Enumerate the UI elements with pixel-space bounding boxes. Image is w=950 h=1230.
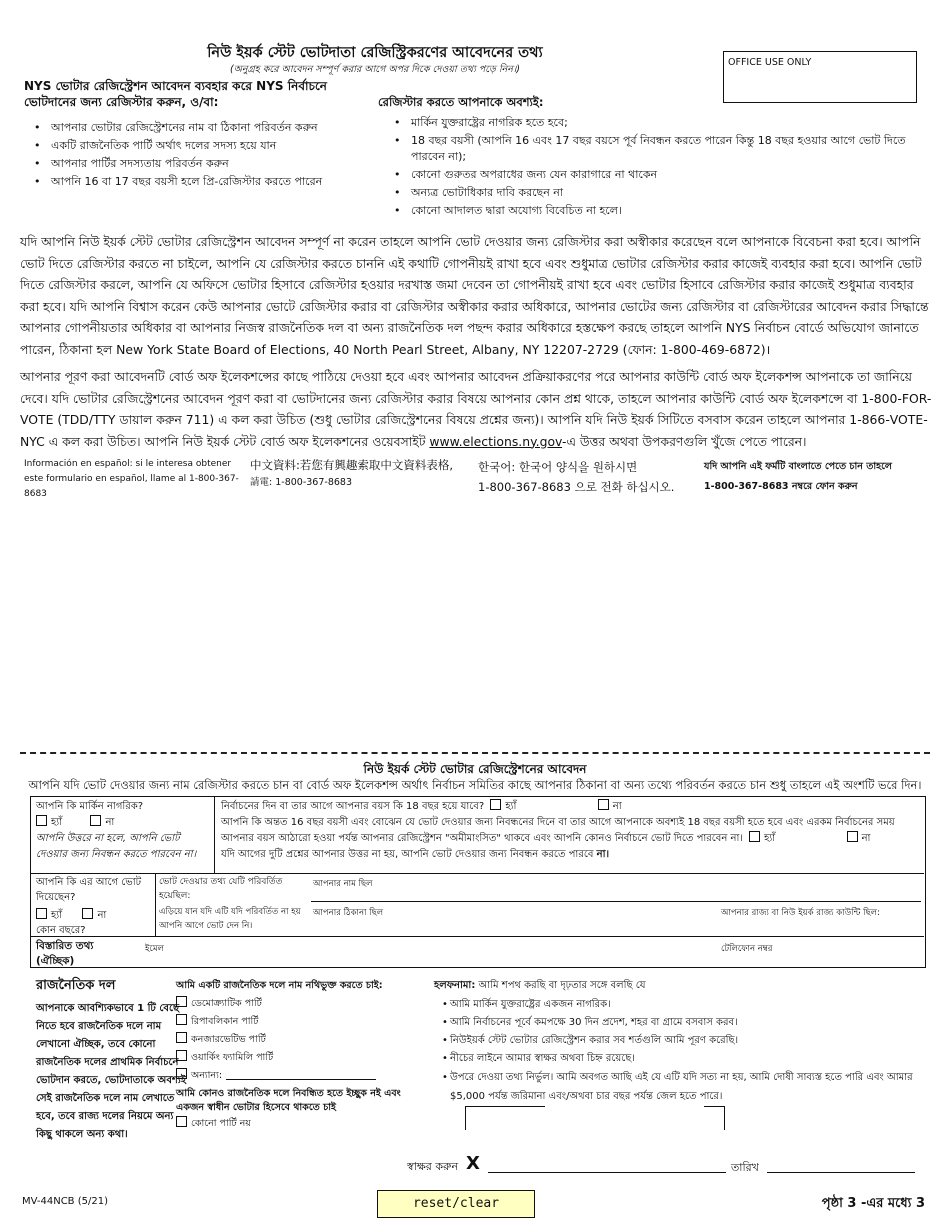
age16-yes-checkbox[interactable] — [749, 831, 760, 842]
elections-website-link[interactable]: www.elections.ny.gov — [429, 433, 563, 449]
conservative-label: কনজারভেটিভ পার্টি — [191, 1034, 266, 1045]
party-option[interactable] — [176, 1013, 401, 1031]
no-party-heading: আমি কোনও রাজনৈতিক দলে নিবন্ধিত হতে ইচ্ছুক নই এবং একজন স্বাধীন ভোটার হিসেবে থাকতে চাই — [176, 1088, 401, 1113]
contact-paragraph — [20, 366, 932, 452]
chinese-line-1: 中文資料:若您有興趣索取中文資料表格, — [250, 458, 454, 472]
page-subtitle: (অনুগ্রহ করে আবেদন সম্পূর্ণ করার আগে অপর দিকে দেওয়া তথ্য পড়ে নিন।) — [230, 64, 520, 75]
form-id: MV-44NCB (5/21) — [22, 1196, 108, 1207]
left-list — [26, 120, 371, 192]
list-item: • আপনার ভোটার রেজিস্ট্রেশনের নাম বা ঠিকানা পরিবর্তন করুন — [26, 120, 371, 136]
republican-checkbox[interactable] — [176, 1014, 187, 1025]
democratic-label: ডেমোক্র্যাটিক পার্টি — [191, 998, 262, 1009]
party-option[interactable] — [176, 1049, 401, 1067]
left-heading: NYS ভোটার রেজিস্ট্রেশন আবেদন ব্যবহার করে NYS নির্বাচনে ভোটদানের জন্য রেজিস্টার করুন, ও/বা: — [24, 79, 327, 109]
voted-before-question — [36, 875, 154, 938]
details-label: বিস্তারিত তথ্য (ঐচ্ছিক) — [36, 940, 94, 967]
name-was-label: আপনার নাম ছিল — [313, 879, 373, 889]
no-party-label: কোনো পার্টি নয় — [191, 1118, 251, 1129]
list-item: • আপনি 16 বা 17 বছর বয়সী হলে প্রি-রেজিস্টার করতে পারেন — [26, 174, 371, 190]
list-item: • আপনার পার্টির সদস্যতায় পরিবর্তন করুন — [26, 156, 371, 172]
party-option[interactable] — [176, 1115, 401, 1133]
voted-before-label: আপনি কি এর আগে ভোট দিয়েছেন? — [36, 877, 142, 903]
row-divider — [31, 873, 924, 874]
voted-options — [36, 908, 154, 923]
column-divider — [155, 873, 156, 936]
affidavit-heading-text: আমি শপথ করছি বা দৃঢ়তার সঙ্গে বলছি যে — [475, 980, 646, 991]
signature-box-corner-right — [704, 1106, 725, 1130]
no-label: না — [861, 833, 871, 844]
bengali-note — [704, 457, 929, 497]
list-item: • একটি রাজনৈতিক পার্টি অর্থাৎ দলের সদস্য হয়ে যান — [26, 138, 371, 154]
address-was-label: আপনার ঠিকানা ছিল — [313, 908, 384, 918]
no-label: না — [105, 817, 115, 828]
affidavit — [434, 977, 929, 1107]
citizen-note: আপনি উত্তরে না হলে, আপনি ভোট দেওয়ার জন্য নিবন্ধন করতে পারবেন না। — [36, 833, 197, 860]
right-list — [386, 115, 921, 221]
age16-question — [221, 815, 921, 847]
age-note-text: যদি আগের দুটি প্রশ্নের আপনার উত্তর না হয়, আপনি ভোট দেওয়ার জন্য নিবন্ধন করতে পারবে — [221, 849, 594, 860]
age16-question-label: আপনি কি অন্তত 16 বছর বয়সী এবং বোঝেন যে ভোট দেওয়ার জন্য নিবন্ধনের দিনে বা তার আগে আপনাকে অবশ্যই 18 বছর বয়সী হতে হবে এবং এরকম নির্বাচনের সময় আপনার বয়স আঠারো হওয়া পর্যন্ত আপনার রেজিস্ট্রেশন "অমীমাংসিত" থাকবে এবং আপনি কোনও নির্বাচনে ভোট দিতে পারবেন না। — [221, 817, 895, 844]
age-note — [221, 847, 921, 863]
registration-form — [30, 796, 926, 968]
signature-box-corner-left — [465, 1106, 545, 1130]
reset-clear-button[interactable]: reset/clear — [377, 1190, 535, 1218]
party-option[interactable] — [176, 1031, 401, 1049]
korean-line-1: 한국어: 한국어 양식을 원하시면 — [478, 460, 638, 474]
row-divider — [31, 936, 924, 937]
office-use-label: OFFICE USE ONLY — [728, 57, 812, 68]
party-options — [176, 977, 401, 1133]
list-item: • 18 বছর বয়সী (আপনি 16 এবং 17 বছর বয়সে পূর্ব নিবন্ধন করতে পারেন কিন্তু 18 বছর হওয়ার আগে ভোট দিতে পারবেন না); — [386, 133, 921, 164]
bengali-line-1: যদি আপনি এই ফর্মটি বাংলাতে পেতে চান তাহলে — [704, 461, 893, 472]
list-item: • উপরে দেওয়া তথ্য নির্ভুল। আমি অবগত আছি এই যে এটি যদি সত্য না হয়, আমি দোষী সাব্যস্ত হতে পারি এবং আমার $5,000 পর্যন্ত জরিমানা এবং/অথবা চার বছর পর্যন্ত জেল হতে পারে। — [434, 1068, 929, 1106]
list-item: • কোনো গুরুতর অপরাধের জন্য যেন কারাগারে না থাকেন — [386, 167, 921, 183]
spanish-note: Información en español: si le interesa obtener este formulario en español, llame al 1-800-367-8683 — [24, 459, 239, 499]
age-yes-checkbox[interactable] — [490, 799, 501, 810]
other-party-label: অন্যান্য: — [191, 1070, 223, 1081]
citizen-question — [36, 799, 211, 863]
list-item: • আমি নির্বাচনের পূর্বে কমপক্ষে 30 দিন প্রদেশ, শহর বা গ্রামে বসবাস করব। — [434, 1014, 929, 1031]
list-item: • কোনো আদালত দ্বারা অযোগ্য বিবেচিত না হলে। — [386, 203, 921, 219]
conservative-checkbox[interactable] — [176, 1032, 187, 1043]
party-option[interactable] — [176, 1067, 401, 1085]
right-heading: রেজিস্টার করতে আপনাকে অবশ্যই: — [378, 95, 544, 109]
no-party-checkbox[interactable] — [176, 1116, 187, 1127]
citizen-question-label: আপনি কি মার্কিন নাগরিক? — [36, 801, 144, 812]
signature-x-mark: X — [466, 1153, 480, 1174]
party-option[interactable] — [176, 995, 401, 1013]
page-title: নিউ ইয়র্ক স্টেট ভোটদাতা রেজিস্ট্রিকরণের আবেদনের তথ্য — [207, 45, 543, 61]
date-field[interactable] — [767, 1172, 915, 1173]
office-use-box — [723, 51, 917, 103]
other-party-field[interactable] — [226, 1079, 376, 1080]
chinese-note — [250, 457, 480, 491]
voted-no-checkbox[interactable] — [82, 908, 93, 919]
name-was-field[interactable] — [311, 901, 921, 902]
citizen-no-checkbox[interactable] — [90, 815, 101, 826]
other-party-checkbox[interactable] — [176, 1068, 187, 1079]
contact-text: আপনার পূরণ করা আবেদনটি বোর্ড অফ ইলেকশন্সের কাছে পাঠিয়ে দেওয়া হবে এবং আপনার আবেদন প্রক্রিয়াকরণের পরে আপনার কাউন্টি বোর্ড অফ ইলেকশন্স আপনাকে তা জানিয়ে দেবে। যদি ভোটার রেজিস্ট্রেশনের আবেদন পূরণ করা বা ভোটদানের জন্য রেজিস্টার করার বিষয়ে আপনার কোন প্রশ্ন থাকে, তাহলে আপনার কাউন্টি বোর্ড অফ ইলেকশন্সে বা 1-800-FOR-VOTE (TDD/TTY ডায়াল করুন 711) এ কল করা উচিত (শুধু ভোটার রেজিস্ট্রেশনের বিষয়ে প্রশ্নের জন্য)। আপনি যদি নিউ ইয়র্ক সিটিতে বসবাস করেন তাহলে আপনার 1-866-VOTE-NYC এ কল করা উচিত। আপনি নিউ ইয়র্ক স্টেট বোর্ড অফ ইলেকশনের ওয়েবসাইট — [20, 369, 932, 449]
citizen-options — [36, 815, 211, 831]
age-note-bold: না। — [596, 849, 610, 860]
form-subtitle: আপনি যদি ভোট দেওয়ার জন্য নাম রেজিস্টার করতে চান বা বোর্ড অফ ইলেকশন্স অর্থাৎ নির্বাচন সমিতির কাছে আপনার ঠিকানা বা অন্য তথ্যে পরিবর্তন করতে চান শুধু তাহলে এই অংশটি ভরে দিন। — [28, 778, 922, 792]
republican-label: রিপাবলিকান পার্টি — [191, 1016, 259, 1027]
age-question — [221, 799, 921, 815]
skip-note: এড়িয়ে যান যদি এটি যদি পরিবর্তিত না হয় আপনি আগে ভোট দেন নি। — [159, 907, 301, 931]
changed-info-label: ভোট দেওয়ার তথ্য যেটি পরিবর্তিত হয়েছিল: — [159, 877, 283, 901]
cut-line — [20, 752, 930, 754]
email-label: ইমেল — [145, 944, 164, 954]
party-section — [36, 976, 186, 1144]
age-question-label: নির্বাচনের দিন বা তার আগে আপনার বয়স কি 18 বছর হয়ে যাবে? — [221, 801, 485, 812]
list-item: • আমি মার্কিন যুক্তরাষ্ট্রের একজন নাগরিক। — [434, 996, 929, 1013]
working-families-label: ওয়ার্কিং ফ্যামিলি পার্টি — [191, 1052, 274, 1063]
enroll-heading: আমি একটি রাজনৈতিক দলে নাম নথিভুক্ত করতে চাই: — [176, 980, 383, 991]
page-number: পৃষ্ঠা 3 -এর মধ্যে 3 — [821, 1196, 925, 1211]
yes-label: হ্যাঁ — [51, 910, 63, 921]
column-divider — [214, 797, 215, 873]
which-year-label: কোন বছরে? — [36, 925, 86, 936]
list-item: • অন্যত্র ভোটাধিকার দাবি করছেন না — [386, 185, 921, 201]
affidavit-heading-bold: হলফনামা: — [434, 980, 476, 991]
party-description: আপনাকে আবশ্যিকভাবে 1 টি বেছে নিতে হবে রাজনৈতিক দলে নাম লেখানো ঐচ্ছিক, তবে কোনো রাজনৈতিক দলের প্রাথমিক নির্বাচনে ভোটদান করতে, ভোটদাতাকে অবশ্যই সেই রাজনৈতিক দলে নাম লেখাতে হবে, তবে রাজ্য দলের নিয়মে অন্য কিছু থাকলে অন্য কথা। — [36, 1003, 186, 1140]
yes-label: হ্যাঁ — [505, 801, 517, 812]
yes-label: হ্যাঁ — [51, 817, 63, 828]
voted-yes-checkbox[interactable] — [36, 908, 47, 919]
bengali-line-2: 1-800-367-8683 নম্বরে ফোন করুন — [704, 481, 858, 492]
working-families-checkbox[interactable] — [176, 1050, 187, 1061]
democratic-checkbox[interactable] — [176, 996, 187, 1007]
korean-note — [478, 457, 703, 497]
no-label: না — [612, 801, 622, 812]
list-item: • মার্কিন যুক্তরাষ্ট্রের নাগরিক হতে হবে; — [386, 115, 921, 131]
phone-label: টেলিফোন নম্বর — [721, 944, 773, 954]
citizen-yes-checkbox[interactable] — [36, 815, 47, 826]
age-questions — [221, 799, 921, 863]
contact-text-end: -এ উত্তর অথবা উপকরণগুলি খুঁজে পেতে পারেন। — [562, 433, 807, 449]
affidavit-heading — [434, 977, 929, 994]
affidavit-list — [434, 996, 929, 1106]
county-was-label: আপনার রাজ্য বা নিউ ইয়র্ক রাজ্য কাউন্টি ছিল: — [721, 908, 880, 918]
form-title: নিউ ইয়র্ক স্টেট ভোটার রেজিস্ট্রেশনের আবেদন — [363, 762, 587, 776]
age-no-checkbox[interactable] — [598, 799, 609, 810]
privacy-paragraph: যদি আপনি নিউ ইয়র্ক স্টেট ভোটার রেজিস্ট্রেশন আবেদন সম্পূর্ণ না করেন তাহলে আপনি ভোট দেওয়ার জন্য রেজিস্টার করা অস্বীকার করেছেন বলে আপনাকে বিবেচনা করা হবে। আপনি ভোট দিতে রেজিস্টার করতে না চাইলে, আপনি যে রেজিস্টার করতে চাননি এই কথাটি গোপনীয়ই রাখা হবে এবং শুধুমাত্র ভোটার রেজিস্টার করার কাজেই ব্যবহার করা হবে। আপনি ভোট দিতে রেজিস্টার করলে, আপনি যে অফিসে ভোটার হিসাবে রেজিস্টার হওয়ার দরখাস্ত জমা দেবেন তা গোপনীয়ই রাখা হবে এবং ভোটার হিসাবে রেজিস্টার করার কাজেই শুধুমাত্র ব্যবহার করা হবে। যদি আপনি বিশ্বাস করেন কেউ আপনার ভোটে রেজিস্টার করার বা রেজিস্টার অস্বীকার করার অধিকারে, আপনার ভোটের জন্য রেজিস্টার বা রেজিস্টারের আবেদন করার সিদ্ধান্তে আপনার গোপনীয়তার অধিকার বা আপনার নিজস্ব রাজনৈতিক দল বা অন্য রাজনৈতিক দল পছন্দ করার অধিকারে হস্তক্ষেপ করছে তাহলে আপনি NYS নির্বাচন বোর্ডে অভিযোগ জানাতে পারেন, ঠিকানা হল New York State Board of Elections, 40 North Pearl Street, Albany, NY 12207-2729 (ফোন: 1-800-469-6872)। — [20, 234, 929, 357]
date-label: তারিখ — [731, 1161, 759, 1174]
korean-line-2: 1-800-367-8683 으로 전화 하십시오. — [478, 480, 675, 494]
chinese-line-2: 請電: 1-800-367-8683 — [250, 477, 352, 488]
party-heading: রাজনৈতিক দল — [36, 978, 116, 993]
list-item: • নীচের লাইনে আমার স্বাক্ষর অথবা চিহ্ন রয়েছে। — [434, 1050, 929, 1067]
yes-label: হ্যাঁ — [764, 833, 776, 844]
no-label: না — [97, 910, 107, 921]
sign-label: স্বাক্ষর করুন — [407, 1160, 459, 1173]
signature-field[interactable] — [488, 1172, 726, 1173]
age16-no-checkbox[interactable] — [847, 831, 858, 842]
list-item: • নিউইয়র্ক স্টেট ভোটার রেজিস্ট্রেশন করার সব শর্তগুলি আমি পূরণ করেছি। — [434, 1032, 929, 1049]
